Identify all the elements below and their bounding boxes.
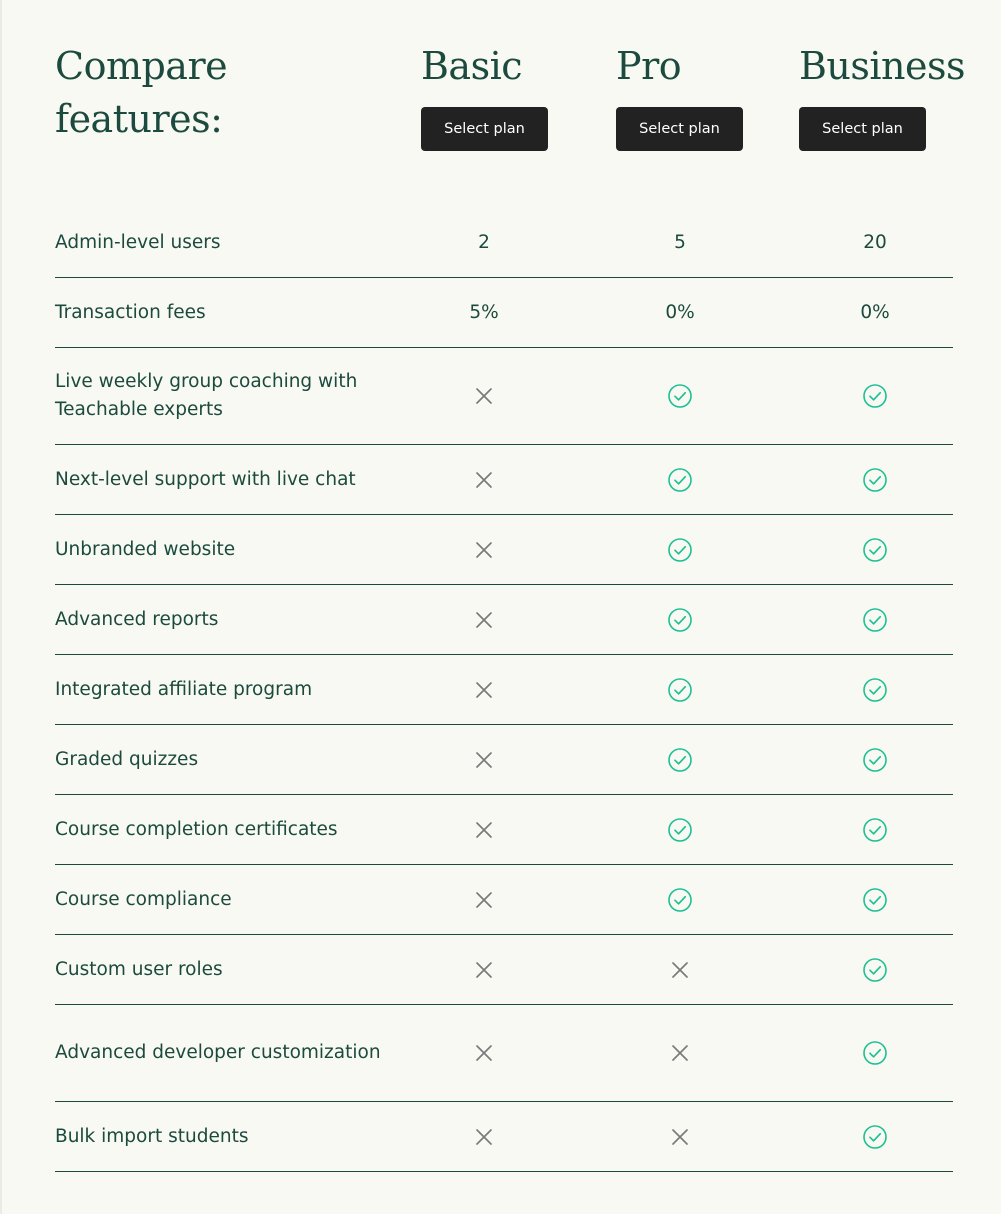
table-row: [55, 865, 953, 935]
check-circle-icon: [667, 817, 693, 843]
feature-label: Admin-level users: [55, 231, 221, 253]
select-plan-business-button[interactable]: Select plan: [799, 107, 926, 151]
cell-basic: [454, 1127, 514, 1147]
table-row: [55, 935, 953, 1005]
feature-label: Next-level support with live chat: [55, 468, 356, 490]
check-circle-icon: [862, 607, 888, 633]
cell-business: [845, 817, 905, 843]
cell-pro: [650, 677, 710, 703]
cell-basic: [454, 610, 514, 630]
select-plan-pro-button[interactable]: Select plan: [616, 107, 743, 151]
cell-basic: [454, 540, 514, 560]
cell-business: [845, 957, 905, 983]
x-icon: [474, 540, 494, 560]
cell-business: [845, 1124, 905, 1150]
cell-pro: 0%: [665, 302, 695, 323]
feature-label: Graded quizzes: [55, 748, 199, 770]
check-circle-icon: [667, 383, 693, 409]
plan-business: [799, 40, 966, 137]
check-circle-icon: [862, 747, 888, 773]
feature-comparison-table: [55, 208, 953, 1172]
x-icon: [474, 1127, 494, 1147]
page-edge: [0, 0, 2, 1214]
check-circle-icon: [862, 887, 888, 913]
cell-basic: 2: [478, 232, 490, 253]
cell-business: [845, 537, 905, 563]
cell-pro: [650, 960, 710, 980]
x-icon: [670, 1127, 690, 1147]
table-row: [55, 655, 953, 725]
cell-basic: [454, 680, 514, 700]
x-icon: [474, 386, 494, 406]
cell-business: [845, 677, 905, 703]
cell-basic: 5%: [469, 302, 499, 323]
cell-pro: [650, 887, 710, 913]
cell-pro: [650, 467, 710, 493]
x-icon: [670, 960, 690, 980]
check-circle-icon: [862, 467, 888, 493]
page-title: Compare features:: [55, 44, 228, 141]
check-circle-icon: [667, 887, 693, 913]
feature-label: Unbranded website: [55, 538, 236, 560]
check-circle-icon: [862, 1040, 888, 1066]
table-row: [55, 445, 953, 515]
table-row: [55, 348, 953, 445]
cell-pro: [650, 537, 710, 563]
check-circle-icon: [862, 537, 888, 563]
plan-name-basic: Basic: [421, 44, 523, 88]
cell-pro: [650, 1127, 710, 1147]
table-row: [55, 278, 953, 348]
feature-label: Bulk import students: [55, 1125, 249, 1147]
check-circle-icon: [667, 607, 693, 633]
table-row: [55, 795, 953, 865]
x-icon: [474, 750, 494, 770]
feature-label: Course compliance: [55, 888, 232, 910]
check-circle-icon: [862, 383, 888, 409]
check-circle-icon: [862, 957, 888, 983]
check-circle-icon: [667, 467, 693, 493]
select-plan-basic-button[interactable]: Select plan: [421, 107, 548, 151]
x-icon: [474, 610, 494, 630]
x-icon: [474, 960, 494, 980]
cell-basic: [454, 750, 514, 770]
table-row: [55, 515, 953, 585]
cell-basic: [454, 1043, 514, 1063]
check-circle-icon: [667, 747, 693, 773]
check-circle-icon: [667, 537, 693, 563]
cell-basic: [454, 470, 514, 490]
feature-label: Course completion certificates: [55, 818, 338, 840]
cell-pro: [650, 747, 710, 773]
check-circle-icon: [667, 677, 693, 703]
cell-basic: [454, 820, 514, 840]
cell-basic: [454, 890, 514, 910]
feature-label: Transaction fees: [55, 301, 206, 323]
table-row: [55, 585, 953, 655]
cell-basic: [454, 386, 514, 406]
x-icon: [474, 820, 494, 840]
cell-business: [845, 467, 905, 493]
plan-pro: [616, 40, 720, 137]
cell-business: [845, 1040, 905, 1066]
cell-business: [845, 747, 905, 773]
plan-basic: [421, 40, 525, 137]
check-circle-icon: [862, 1124, 888, 1150]
cell-business: 0%: [860, 302, 890, 323]
feature-label: Live weekly group coaching with Teachable experts: [55, 371, 358, 420]
x-icon: [474, 1043, 494, 1063]
check-circle-icon: [862, 677, 888, 703]
table-row: [55, 1005, 953, 1102]
x-icon: [474, 470, 494, 490]
cell-pro: [650, 817, 710, 843]
cell-basic: [454, 960, 514, 980]
cell-pro: 5: [674, 232, 686, 253]
x-icon: [474, 890, 494, 910]
table-row: [55, 725, 953, 795]
feature-label: Integrated affiliate program: [55, 678, 313, 700]
feature-label: Advanced reports: [55, 608, 219, 630]
cell-business: 20: [863, 232, 887, 253]
cell-business: [845, 607, 905, 633]
plan-name-pro: Pro: [616, 44, 682, 88]
x-icon: [474, 680, 494, 700]
feature-label: Advanced developer customization: [55, 1042, 381, 1063]
cell-pro: [650, 383, 710, 409]
feature-label: Custom user roles: [55, 958, 223, 980]
cell-pro: [650, 607, 710, 633]
cell-business: [845, 383, 905, 409]
table-row: [55, 208, 953, 278]
cell-business: [845, 887, 905, 913]
plan-name-business: Business: [799, 44, 966, 88]
cell-pro: [650, 1043, 710, 1063]
table-row: [55, 1102, 953, 1172]
x-icon: [670, 1043, 690, 1063]
check-circle-icon: [862, 817, 888, 843]
